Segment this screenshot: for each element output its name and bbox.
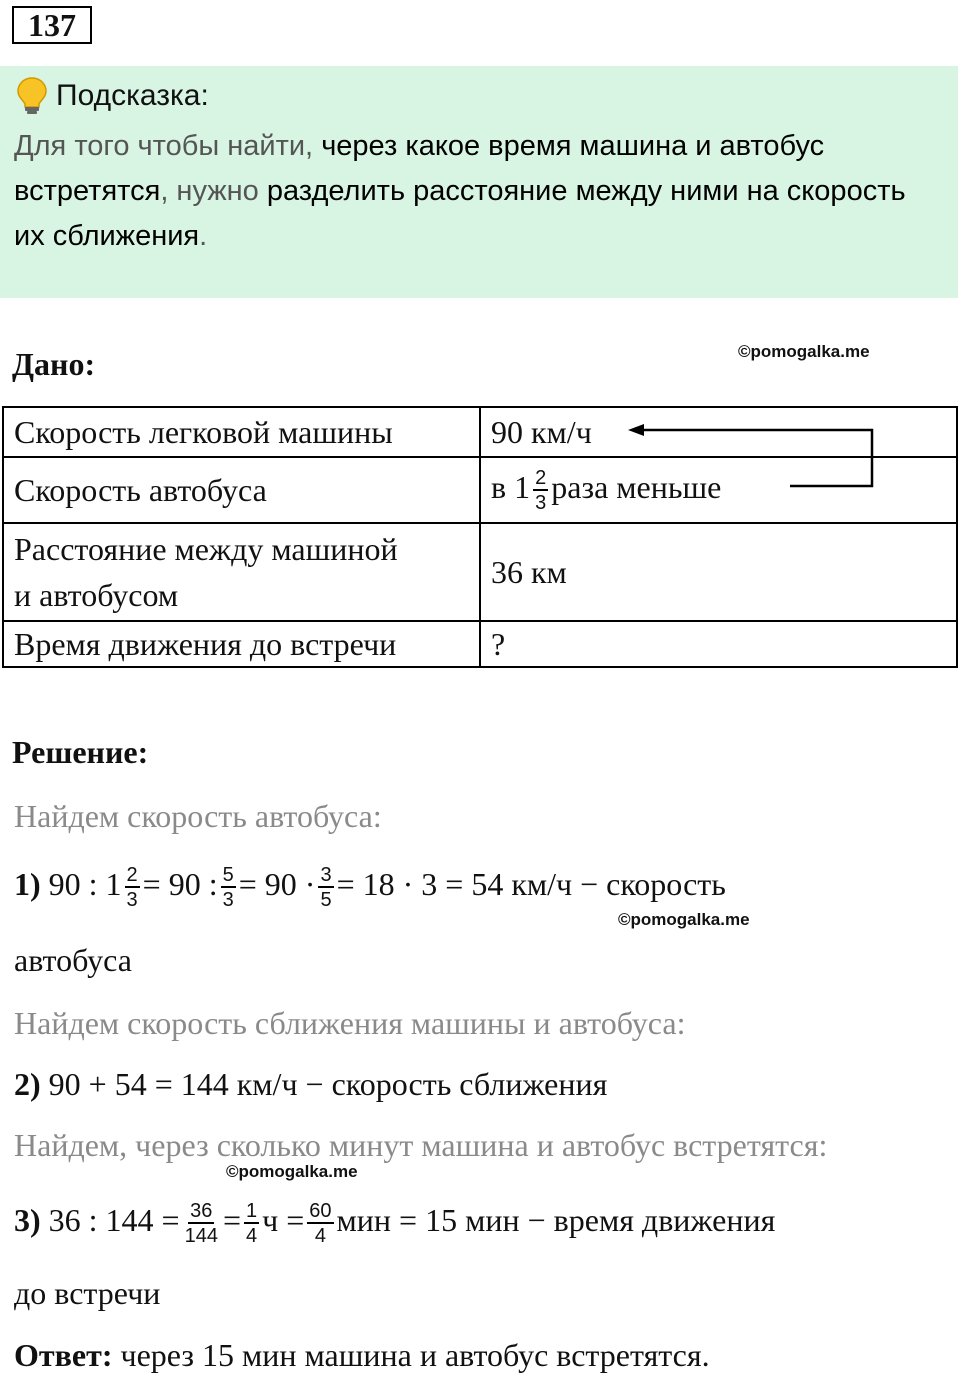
step1-intro: Найдем скорость автобуса:: [14, 798, 382, 834]
comparison-arrow: [620, 418, 890, 498]
hint-text-part: .: [199, 220, 208, 252]
table-cell-value: 36 км: [480, 523, 957, 621]
fraction-denominator: 3: [126, 889, 138, 912]
fraction-numerator: 2: [126, 864, 138, 887]
fraction: [125, 865, 140, 910]
expr-part: = 90 ·: [238, 866, 316, 902]
step2-expression: [14, 1064, 607, 1104]
step3-expression: [14, 1200, 775, 1246]
fraction: [318, 865, 333, 910]
step1-expression: [14, 864, 726, 910]
fraction-denominator: 4: [314, 1225, 326, 1248]
table-cell-value: ?: [480, 621, 957, 667]
hint-text-part: Для того чтобы найти,: [14, 130, 322, 162]
fraction-denominator: 5: [320, 889, 332, 912]
hint-emphasis: разделить расстояние между ними на скорость их сближения: [14, 175, 906, 252]
table-cell-label: Скорость автобуса: [3, 457, 480, 523]
fraction-numerator: 60: [309, 1200, 332, 1223]
step1-continuation: автобуса: [14, 942, 132, 978]
step2-intro: Найдем скорость сближения машины и автобуса:: [14, 1005, 686, 1041]
hint-text: [14, 124, 944, 259]
step-number: 2): [14, 1066, 41, 1102]
fraction: [244, 1201, 259, 1246]
hint-heading: [16, 72, 209, 120]
label-line: Расстояние между машиной: [14, 531, 398, 567]
step3-continuation: до встречи: [14, 1275, 161, 1311]
table-row: [3, 621, 957, 667]
answer-label: Ответ:: [14, 1337, 113, 1373]
table-cell-value: 90 км/ч: [480, 407, 957, 457]
hint-emphasis: через какое время машина и автобус встретятся: [14, 130, 825, 207]
fraction-numerator: 5: [222, 864, 234, 887]
step-number: 3): [14, 1202, 41, 1238]
fraction: [307, 1201, 333, 1246]
expr-part: 90 + 54 = 144 км/ч − скорость сближения: [48, 1066, 608, 1102]
fraction: [221, 865, 236, 910]
fraction-denominator: 4: [246, 1225, 258, 1248]
fraction-denominator: 3: [222, 889, 234, 912]
fraction: [533, 468, 548, 513]
fraction-numerator: 3: [320, 864, 332, 887]
table-row: [3, 523, 957, 621]
watermark: ©pomogalka.me: [618, 910, 750, 929]
expr-part: 36 : 144 =: [48, 1202, 180, 1238]
value-prefix: в 1: [491, 468, 531, 505]
step-number: 1): [14, 866, 41, 902]
watermark: ©pomogalka.me: [738, 342, 870, 361]
label-line: и автобусом: [14, 577, 179, 613]
problem-number: 137: [12, 6, 92, 44]
table-cell-label: [3, 523, 480, 621]
solution-title: Решение:: [12, 734, 149, 770]
table-cell-label: Время движения до встречи: [3, 621, 480, 667]
fraction-numerator: 2: [535, 466, 547, 489]
hint-text-part: , нужно: [160, 175, 267, 207]
fraction: [183, 1201, 220, 1246]
expr-part: мин = 15 мин − время движения: [336, 1202, 776, 1238]
fraction-denominator: 144: [184, 1225, 218, 1248]
table-cell-label: Скорость легковой машины: [3, 407, 480, 457]
expr-part: = 18 · 3 = 54 км/ч − скорость: [336, 866, 726, 902]
fraction-numerator: 1: [246, 1200, 258, 1223]
answer-text: через 15 мин машина и автобус встретятся.: [120, 1337, 710, 1373]
hint-title: Подсказка:: [56, 79, 209, 112]
lightbulb-icon: [16, 76, 48, 116]
fraction-numerator: 36: [190, 1200, 213, 1223]
step3-intro: Найдем, через сколько минут машина и автобус встретятся:: [14, 1127, 828, 1163]
watermark: ©pomogalka.me: [226, 1162, 358, 1181]
expr-part: 90 : 1: [48, 866, 122, 902]
fraction-denominator: 3: [535, 491, 547, 514]
expr-part: = 90 :: [142, 866, 218, 902]
value-suffix: раза меньше: [551, 468, 722, 505]
answer-line: [14, 1335, 710, 1375]
expr-part: =: [222, 1202, 242, 1238]
given-title: Дано:: [12, 346, 96, 382]
expr-part: ч =: [262, 1202, 305, 1238]
